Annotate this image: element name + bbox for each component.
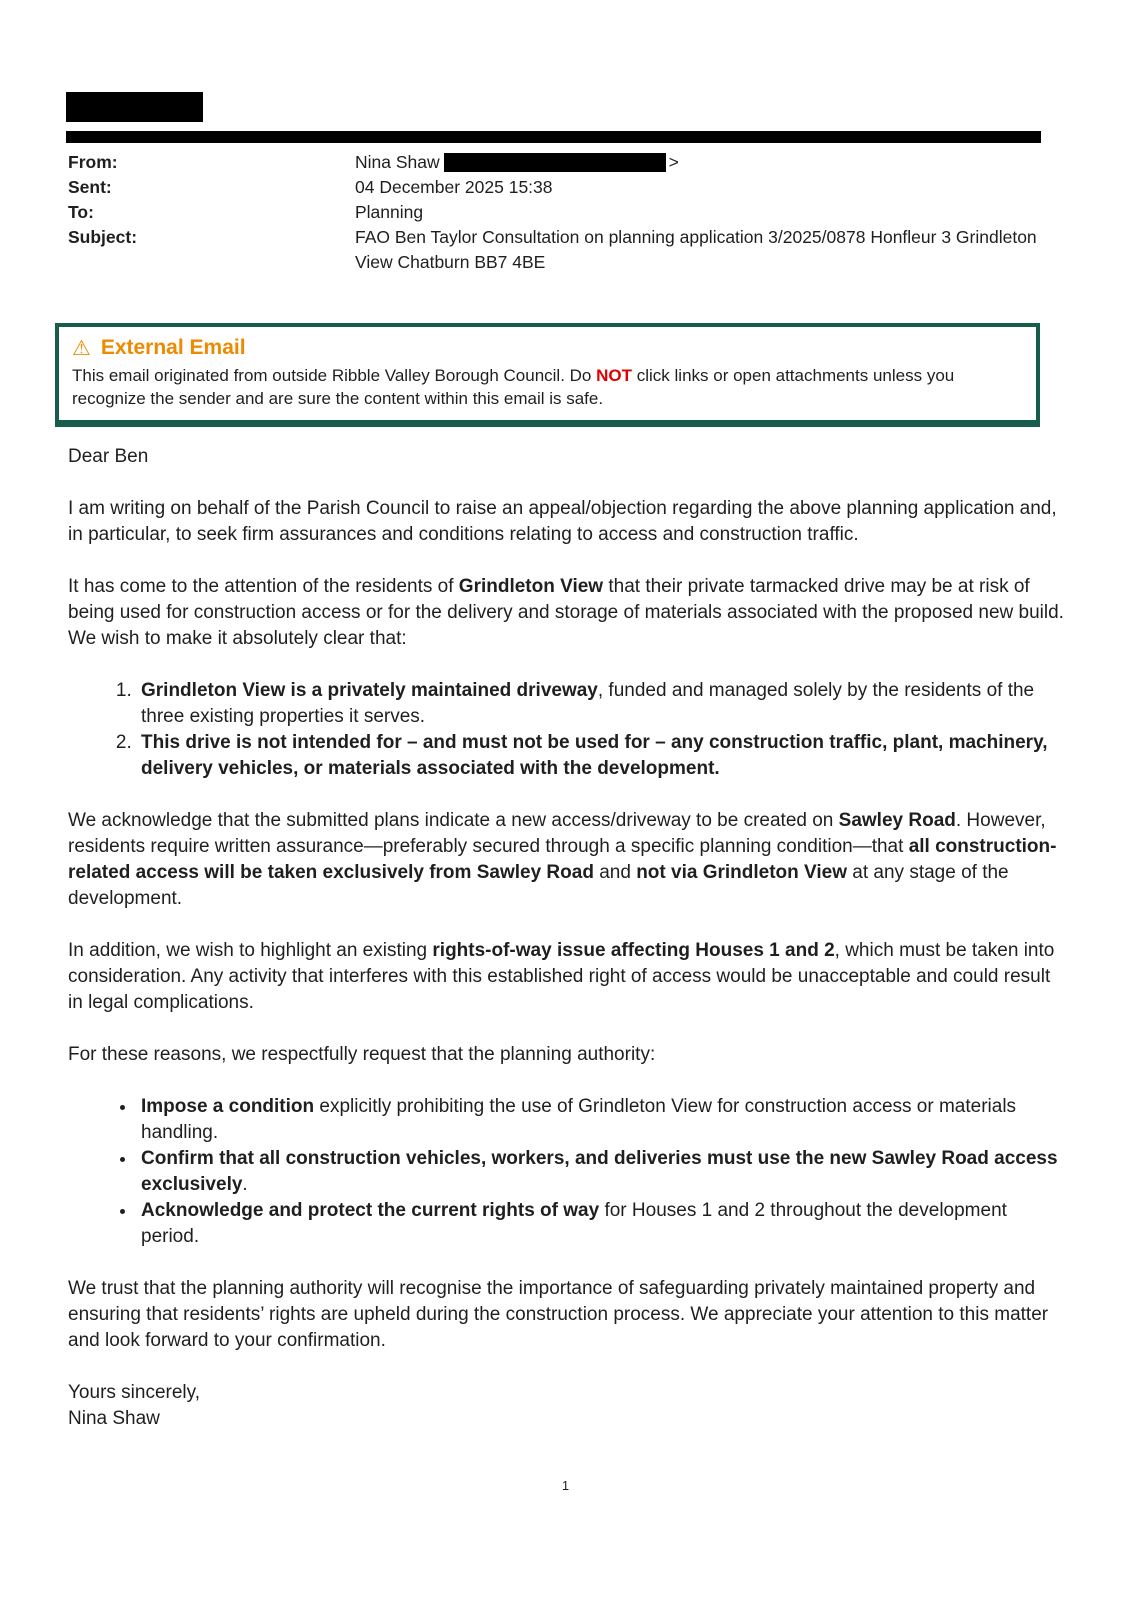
- subject-label: Subject:: [68, 227, 138, 247]
- to-label: To:: [68, 202, 94, 222]
- list-item: [137, 1198, 1065, 1250]
- from-value: [355, 150, 679, 175]
- redacted-email-address: [444, 153, 666, 172]
- text-segment: , funded and managed solely by the residents of the three existing properties it serves.: [141, 680, 1035, 727]
- subject-value: FAO Ben Taylor Consultation on planning application 3/2025/0878 Honfleur 3 Grindleton View Chatburn BB7 4BE: [355, 227, 1037, 272]
- redaction-bar-long: [66, 131, 1041, 143]
- text-segment: all construction-related access will be taken exclusively from Sawley Road: [68, 836, 1057, 883]
- greeting: Dear Ben: [68, 446, 149, 467]
- sent-label: Sent:: [68, 177, 112, 197]
- from-label: From:: [68, 152, 118, 172]
- list-item: [137, 678, 1065, 730]
- text-segment: Grindleton View is a privately maintained driveway: [141, 680, 598, 701]
- body-paragraph: [68, 938, 1065, 1016]
- bullet-list: [68, 1094, 1065, 1250]
- page-number: 1: [561, 1478, 570, 1493]
- sent-value: 04 December 2025 15:38: [355, 177, 553, 197]
- text-segment: .: [242, 1174, 248, 1195]
- header-row-to: [68, 200, 1063, 225]
- header-row-subject: [68, 225, 1063, 275]
- warning-triangle-icon: ⚠: [72, 336, 91, 360]
- text-segment: not via Grindleton View: [636, 862, 847, 883]
- text-segment: and: [593, 862, 637, 883]
- text-segment: , which must be taken into consideration. Any activity that interferes with this established right of access would be unacceptable and could result in legal complications.: [68, 940, 1055, 1013]
- text-segment: Acknowledge and protect the current rights of way: [141, 1200, 600, 1221]
- text-segment: click links or open attachments unless you recognize the sender and are sure the content within this email is safe.: [72, 366, 955, 408]
- text-segment: I am writing on behalf of the Parish Council to raise an appeal/objection regarding the above planning application and, in particular, to seek firm assurances and conditions relating to access and construction traffic.: [68, 498, 1057, 545]
- text-segment: rights-of-way issue affecting Houses 1 and 2: [432, 940, 835, 961]
- text-segment: For these reasons, we respectfully request that the planning authority:: [68, 1044, 656, 1065]
- text-segment: This email originated from outside Ribble Valley Borough Council. Do: [72, 366, 597, 385]
- text-segment: at any stage of the development.: [68, 862, 1009, 909]
- body-paragraph: [68, 808, 1065, 912]
- warning-title-row: [72, 336, 1023, 360]
- signature-line: Nina Shaw: [68, 1408, 160, 1429]
- body-paragraph: [68, 1042, 1065, 1068]
- text-segment: for Houses 1 and 2 throughout the development period.: [141, 1200, 1007, 1247]
- sender-name: Nina Shaw: [355, 152, 440, 172]
- from-suffix: >: [668, 152, 679, 172]
- text-segment: Sawley Road: [838, 810, 956, 831]
- header-row-from: [68, 150, 1063, 175]
- body-paragraph: [68, 574, 1065, 652]
- text-segment: This drive is not intended for – and must not be used for – any construction traffic, plant, machinery, delivery vehicles, or materials associated with the development.: [141, 732, 1048, 779]
- text-segment: explicitly prohibiting the use of Grindleton View for construction access or materials handling.: [141, 1096, 1017, 1143]
- text-segment: Grindleton View: [458, 576, 604, 597]
- to-value: Planning: [355, 202, 424, 222]
- warning-body-text: [72, 364, 1023, 410]
- signature-block: [68, 1380, 1065, 1432]
- redaction-bar-small: [66, 92, 203, 122]
- text-segment: It has come to the attention of the residents of: [68, 576, 459, 597]
- text-segment: We trust that the planning authority will recognise the importance of safeguarding privately maintained property and ensuring that residents’ rights are upheld during the construction process. We appreciate your attention to this matter and look forward to your confirmation.: [68, 1278, 1049, 1351]
- external-email-warning-banner: [55, 323, 1040, 427]
- list-item: [137, 1146, 1065, 1198]
- text-segment: . However, residents require written assurance—preferably secured through a specific planning condition—that: [68, 810, 1046, 857]
- text-segment: that their private tarmacked drive may be at risk of being used for construction access or for the delivery and storage of materials associated with the proposed new build. We wish to make it absolutely clear that:: [68, 576, 1064, 649]
- list-item: [137, 1094, 1065, 1146]
- warning-title: External Email: [100, 336, 246, 359]
- text-segment: NOT: [596, 366, 633, 385]
- list-item: [137, 730, 1065, 782]
- text-segment: Confirm that all construction vehicles, workers, and deliveries must use the new Sawley Road access exclusively: [141, 1148, 1058, 1195]
- body-paragraph: [68, 496, 1065, 548]
- header-row-sent: [68, 175, 1063, 200]
- text-segment: In addition, we wish to highlight an existing: [68, 940, 433, 961]
- text-segment: We acknowledge that the submitted plans indicate a new access/driveway to be created on: [68, 810, 839, 831]
- email-body: [68, 444, 1065, 1432]
- text-segment: Impose a condition: [141, 1096, 315, 1117]
- signature-line: Yours sincerely,: [68, 1382, 201, 1403]
- body-paragraph: [68, 1276, 1065, 1354]
- email-header-block: [68, 150, 1063, 275]
- ordered-list: [68, 678, 1065, 782]
- page-footer: [0, 1478, 1131, 1493]
